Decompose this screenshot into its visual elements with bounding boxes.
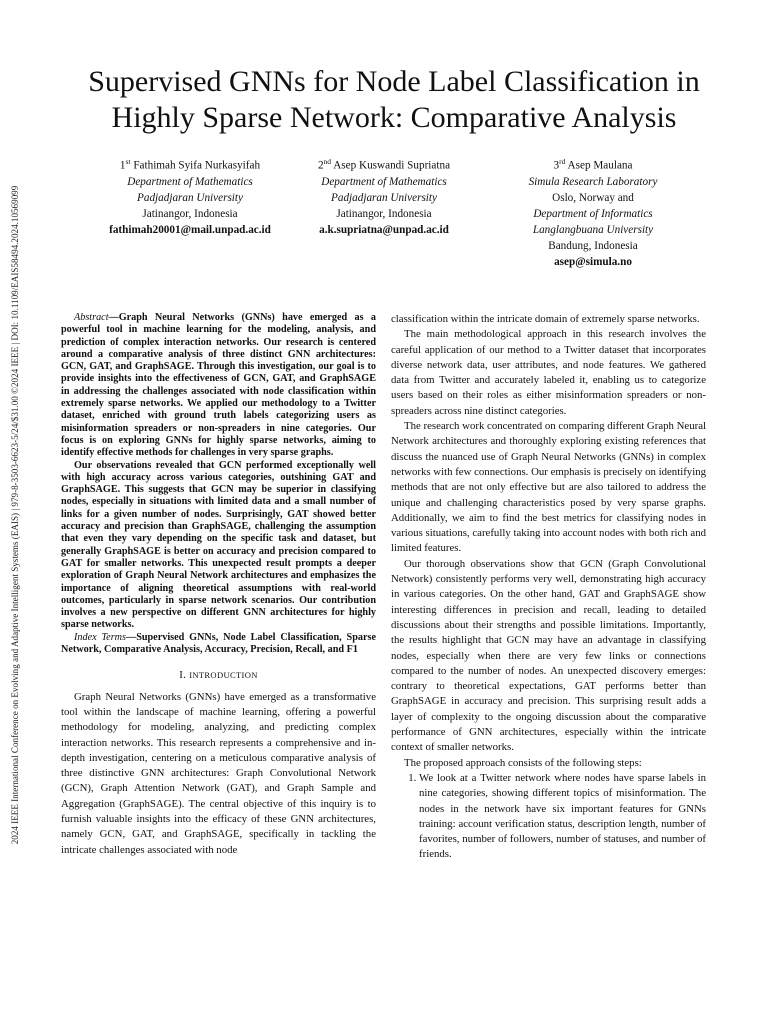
author-location-2: Bandung, Indonesia [548,239,638,252]
title-line-2: Highly Sparse Network: Comparative Analysis [111,101,677,134]
author-location: Jatinangor, Indonesia [336,207,432,220]
section-heading-introduction: I. INTRODUCTION [179,669,258,682]
index-terms-label: Index Terms [74,631,126,643]
left-column [61,312,376,858]
author-name: 2nd Asep Kuswandi Supriatna [317,157,451,172]
author-location: Jatinangor, Indonesia [142,207,238,220]
abstract-paragraph-1: Abstract—Graph Neural Networks (GNNs) have emerged as a powerful tool in machine learning for the modeling, analysis, and prediction of complex interaction networks. Our research is centered around a comparative analysis of three distinct GNN architectures: GCN, GAT, and GraphSAGE. Through this investigation, our goal is to provide insights into the effectiveness of GCN, GAT, and GraphSAGE in addressing the challenges associated with node classification within extremely sparse networks. We applied our methodology to a Twitter dataset, enriched with ground truth labels categorizing users as misinformation spreaders or non-spreaders in nine categories. Our focus is on exploring GNNs for highly sparse networks, aiming to identify effective methods for challenges in very sparse graphs. [61,312,376,459]
author-department: Department of Mathematics [127,175,253,188]
list-item: 1. We look at a Twitter network where nodes have sparse labels in nine categories, showing different topics of misinformation. The nodes in the network have six important features for GNNs training: account verification status, description length, number of favorites, number of followers, number of statuses, and number of friends. [419,771,706,863]
paper-title [40,64,748,136]
author-block-3 [483,154,703,270]
abstract-label: Abstract [74,312,109,323]
right-column [391,312,706,863]
author-email: fathimah20001@mail.unpad.ac.id [109,223,271,236]
author-university: Langlangbuana University [532,223,654,236]
title-line-1: Supervised GNNs for Node Label Classification in [88,65,700,98]
author-name: 3rd Asep Maulana [553,157,633,172]
abstract-paragraph-2: Our observations revealed that GCN performed exceptionally well with high accuracy across various categories, outshining GAT and GraphSAGE. This suggests that GCN may be superior in classifying nodes, especially in situations with limited data and a small number of links for a given number of nodes. Surprisingly, GAT showed better accuracy and precision than GraphSAGE, challenging the assumption that even they vary depending on the specific task and dataset, but generally GraphSAGE is better on accuracy and precision compared to GAT for smaller networks. This unexpected result prompts a deeper exploration of Graph Neural Network architectures and emphasizes the importance of aligning theoretical assumptions with real-world outcomes, particularly in sparse network scenarios. Our contribution involves a new perspective on different GNN architectures for highly sparse networks. [61,459,376,631]
author-email: a.k.supriatna@unpad.ac.id [319,223,449,236]
body-paragraph-continued: classification within the intricate domain of extremely sparse networks. [391,313,700,325]
author-block-2 [274,154,494,238]
author-university: Padjadjaran University [137,191,243,204]
author-lab: Simula Research Laboratory [528,175,658,188]
author-email: asep@simula.no [554,255,632,268]
conference-side-note [2,135,28,895]
author-block-1 [80,154,300,238]
body-paragraph-research-work: The research work concentrated on comparing different Graph Neural Network architectures and thoroughly exploring existing references that discuss the nuanced use of Graph Neural Networks (GNNs) in complex networks with few connections. Our emphasis is precisely on identifying methods that are not only effective but are also tailored to address the unique and challenging characteristics posed by very sparse graphs. Additionally, we aim to find the best metrics for classifying nodes in various situations, carefully taking into account nodes with both rich and limited features. [391,420,706,555]
author-department: Department of Informatics [533,207,653,220]
body-paragraph-methodology: The main methodological approach in this research involves the careful application of our method to a Twitter dataset that incorporates diverse network data, user attributes, and node features. We gathered data from Twitter and accurately labeled it, enabling us to categorize users based on their roles as either misinformation spreaders or non-spreaders across nine distinct categories. [391,328,706,417]
approach-steps-list [391,771,706,863]
side-note-text: 2024 IEEE International Conference on Evolving and Adaptive Intelligent Systems (EAIS) | 979-8-3503-6623-5/24/$31.00 ©2024 IEEE | DOI: 10.1109/EAIS58494.2024.10569099 [10,185,20,845]
body-paragraph-observations: Our thorough observations show that GCN (Graph Convolutional Network) consistently performs very well, demonstrating high accuracy in various categories. On the other hand, GAT and GraphSAGE show interesting differences in precision and recall, leading to detailed discussions about their strengths and possible limitations. Importantly, the results highlight that GCN may have an advantage in classifying nodes, especially when there are very few links or connections compared to the number of nodes. An unexpected discovery emerges: contrary to theoretical expectations, GAT performs better than GraphSAGE in accuracy and precision. This surprising result adds a layer of complexity to the ongoing discussion about the comparative performance of GNN architectures, especially within the intricate context of smaller networks. [391,557,706,754]
author-location: Oslo, Norway and [552,191,634,204]
index-terms: Index Terms—Supervised GNNs, Node Label Classification, Sparse Network, Comparative Analysis, Accuracy, Precision, Recall, and F1 [61,631,376,656]
author-name: 1st Fathimah Syifa Nurkasyifah [119,157,261,172]
author-university: Padjadjaran University [331,191,437,204]
body-paragraph-approach: The proposed approach consists of the following steps: [404,756,642,769]
author-department: Department of Mathematics [321,175,447,188]
intro-paragraph-1: Graph Neural Networks (GNNs) have emerged as a transformative tool within the landscape of machine learning, offering a powerful methodology for modeling, analyzing, and predicting complex interaction networks. This research represents a comprehensive and in-depth investigation, centering on a meticulous comparative analysis of three distinctive GNN architectures: Graph Convolutional Network (GCN), Graph Attention Network (GAT), and Graph Sample and Aggregation (GraphSAGE). The central objective of this inquiry is to furnish valuable insights into the efficacy of these GNN architectures, namely GCN, GAT, and GraphSAGE, specifically in tackling the intricate challenges associated with node [61,690,376,856]
